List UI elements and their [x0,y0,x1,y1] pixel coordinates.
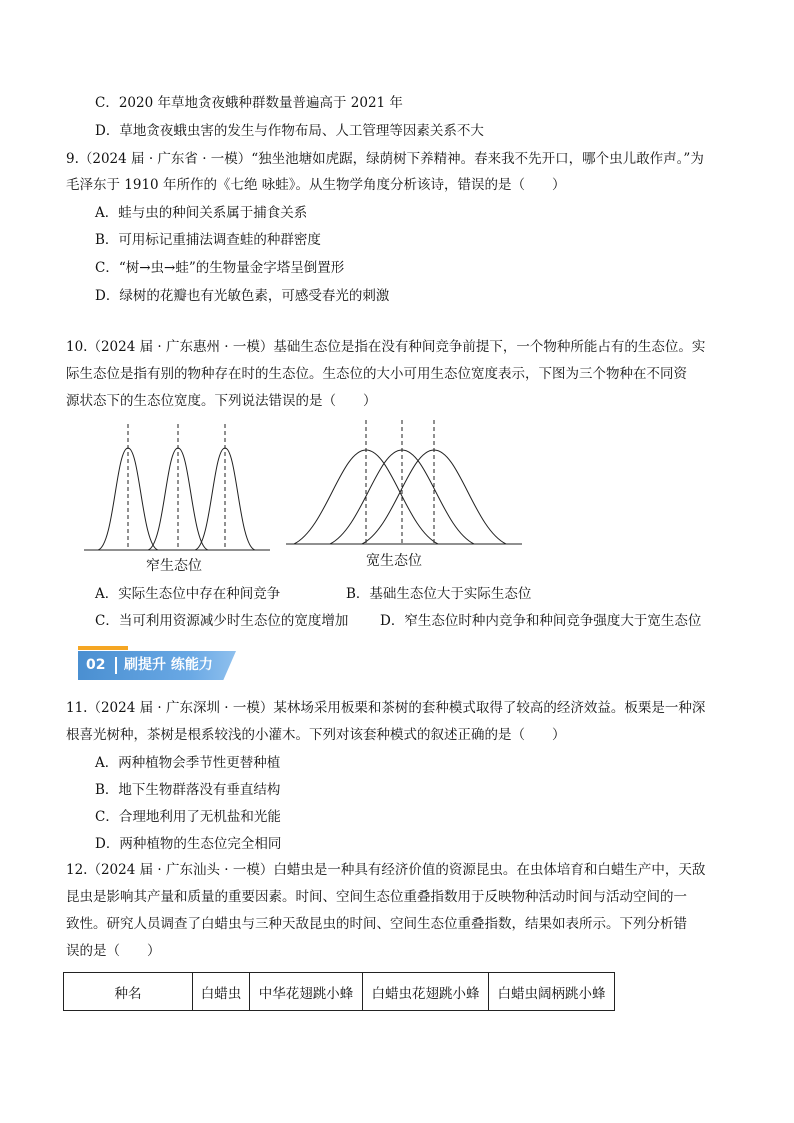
q10-option-a: A．实际生态位中存在种间竞争 [95,586,281,602]
q9-option-b: B．可用标记重捕法调查蛙的种群密度 [95,232,321,248]
narrow-niche-curve-2 [148,448,208,550]
q11-option-c: C．合理地利用了无机盐和光能 [95,809,281,825]
table-header-cell: 中华花翅跳小蜂 [250,973,363,1011]
q9-option-d: D．绿树的花瓣也有光敏色素，可感受春光的刺激 [95,288,390,304]
section-number: 02 [86,657,106,673]
q12-stem-line4: 误的是（ ） [66,943,161,959]
q12-stem-line3: 致性。研究人员调查了白蜡虫与三种天敌昆虫的时间、空间生态位重叠指数，结果如表所示。下列分析错 [66,916,687,932]
q11-option-b: B．地下生物群落没有垂直结构 [95,782,281,798]
section-banner [78,651,236,680]
q12-stem-line1: 12.（2024 届 · 广东汕头 · 一模）白蜡虫是一种具有经济价值的资源昆虫。在虫体培育和白蜡生产中，天敌 [66,862,706,878]
q12-stem-line2: 昆虫是影响其产量和质量的重要因素。时间、空间生态位重叠指数用于反映物种活动时间与活动空间的一 [66,889,687,905]
narrow-niche-curve-3 [195,448,255,550]
q12-table [63,972,615,1011]
q10-option-d: D．窄生态位时种内竞争和种间竞争强度大于宽生态位 [380,613,702,629]
q10-option-b: B．基础生态位大于实际生态位 [346,586,532,602]
section-title: 刷提升 练能力 [124,657,213,673]
narrow-niche-figure [84,420,270,555]
table-header-cell: 白蜡虫花翅跳小蜂 [363,973,489,1011]
q10-option-c: C．当可利用资源减少时生态位的宽度增加 [95,613,349,629]
broad-niche-label: 宽生态位 [366,553,422,569]
q10-stem-line2: 际生态位是指有别的物种存在时的生态位。生态位的大小可用生态位宽度表示，下图为三个物种在不同资 [66,366,687,382]
broad-niche-figure [286,418,522,548]
section-separator [115,657,117,674]
q8-option-d: D．草地贪夜蛾虫害的发生与作物布局、人工管理等因素关系不大 [95,123,484,139]
table-header-row [64,973,615,1011]
q8-option-c: C．2020 年草地贪夜蛾种群数量普遍高于 2021 年 [95,95,403,111]
q11-option-d: D．两种植物的生态位完全相同 [95,836,282,852]
q10-stem-line3: 源状态下的生态位宽度。下列说法错误的是（ ） [66,393,377,409]
q9-stem-line2: 毛泽东于 1910 年所作的《七绝 咏蛙》。从生物学角度分析该诗，错误的是（ ） [66,177,566,193]
narrow-niche-label: 窄生态位 [146,558,202,574]
table-header-cell: 白蜡虫 [193,973,250,1011]
table-header-cell: 白蜡虫阔柄跳小蜂 [489,973,615,1011]
q9-option-a: A．蛙与虫的种间关系属于捕食关系 [95,205,308,221]
q11-stem-line1: 11.（2024 届 · 广东深圳 · 一模）某林场采用板栗和茶树的套种模式取得了较高的经济效益。板栗是一种深 [66,700,706,716]
q10-stem-line1: 10.（2024 届 · 广东惠州 · 一模）基础生态位是指在没有种间竞争前提下，一个物种所能占有的生态位。实 [66,339,706,355]
q9-stem-line1: 9.（2024 届 · 广东省 · 一模）“独坐池塘如虎踞，绿荫树下养精神。春来我不先开口，哪个虫儿敢作声。”为 [66,151,704,167]
q11-stem-line2: 根喜光树种，茶树是根系较浅的小灌木。下列对该套种模式的叙述正确的是（ ） [66,727,566,743]
q9-option-c: C．“树→虫→蛙”的生物量金字塔呈倒置形 [95,260,345,276]
narrow-niche-curve-1 [98,448,158,550]
banner-ornament [78,646,128,650]
q11-option-a: A．两种植物会季节性更替种植 [95,755,281,771]
table-header-cell: 种名 [64,973,193,1011]
